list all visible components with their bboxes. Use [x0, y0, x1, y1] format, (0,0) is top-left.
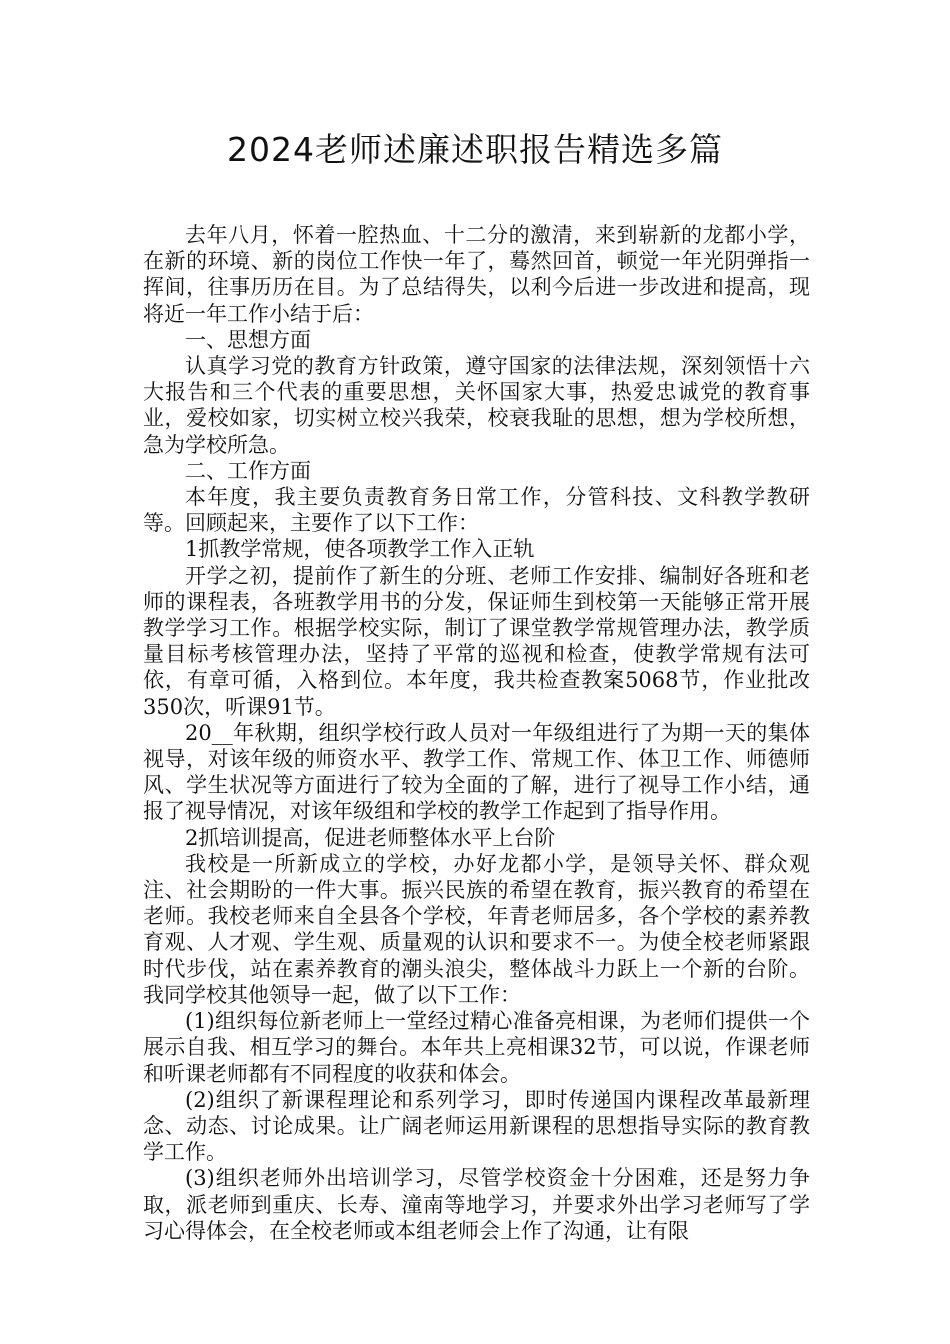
paragraph-item-2: (2)组织了新课程理论和系列学习，即时传递国内课程改革最新理念、动态、讨论成果。让广阔老师运用新课程的思想指导实际的教育教学工作。	[143, 1087, 810, 1165]
paragraph-thought: 认真学习党的教育方针政策，遵守国家的法律法规，深刻领悟十六大报告和三个代表的重要思想，关怀国家大事，热爱忠诚党的教育事业，爱校如家，切实树立校兴我荣，校衰我耻的思想，想为学校所想，急为学校所急。	[143, 354, 810, 457]
heading-thought: 一、思想方面	[185, 327, 311, 352]
paragraph-item-3: (3)组织老师外出培训学习，尽管学校资金十分困难，还是努力争取，派老师到重庆、长寿、潼南等地学习，并要求外出学习老师写了学习心得体会，在全校老师或本组老师会上作了沟通，让有限	[143, 1166, 810, 1243]
paragraph-inspection: 20__年秋期，组织学校行政人员对一年级组进行了为期一天的集体视导，对该年级的师资水平、教学工作、常规工作、体卫工作、师德师风、学生状况等方面进行了较为全面的了解，进行了视导工作小结，通报了视导情况，对该年级组和学校的教学工作起到了指导作用。	[143, 720, 810, 824]
paragraph-teaching-routine: 开学之初，提前作了新生的分班、老师工作安排、编制好各班和老师的课程表，各班教学用书的分发，保证师生到校第一天能够正常开展教学学习工作。根据学校实际，制订了课堂教学常规管理办法，教学质量目标考核管理办法，坚持了平常的巡视和检查，使教学常规有法可依，有章可循，入格到位。本年度，我共检查教案5068节，作业批改350次，听课91节。	[143, 563, 810, 719]
paragraph-training: 我校是一所新成立的学校，办好龙都小学，是领导关怀、群众观注、社会期盼的一件大事。振兴民族的希望在教育，振兴教育的希望在老师。我校老师来自全县各个学校，年青老师居多，各个学校的素养教育观、人才观、学生观、质量观的认识和要求不一。为使全校老师紧跟时代步伐，站在素养教育的潮头浪尖，整体战斗力跃上一个新的台阶。我同学校其他领导一起，做了以下工作：	[143, 851, 810, 1007]
paragraph-intro: 去年八月，怀着一腔热血、十二分的激清，来到崭新的龙都小学，在新的环境、新的岗位工作快一年了，蓦然回首，顿觉一年光阴弹指一挥间，往事历历在目。为了总结得失，以利今后进一步改进和提高，现将近一年工作小结于后：	[143, 223, 810, 326]
document-title: 2024老师述廉述职报告精选多篇	[227, 130, 723, 169]
paragraph-item-1: (1)组织每位新老师上一堂经过精心准备亮相课，为老师们提供一个展示自我、相互学习的舞台。本年共上亮相课32节，可以说，作课老师和听课老师都有不同程度的收获和体会。	[143, 1009, 810, 1086]
heading-work: 二、工作方面	[185, 458, 311, 483]
subheading-teaching-routine: 1抓教学常规，使各项教学工作入正轨	[185, 537, 535, 562]
subheading-training: 2抓培训提高，促进老师整体水平上台阶	[185, 825, 556, 850]
document-body	[143, 222, 810, 1244]
paragraph-work-intro: 本年度，我主要负责教育务日常工作，分管科技、文科教学教研等。回顾起来，主要作了以下工作：	[143, 485, 810, 536]
